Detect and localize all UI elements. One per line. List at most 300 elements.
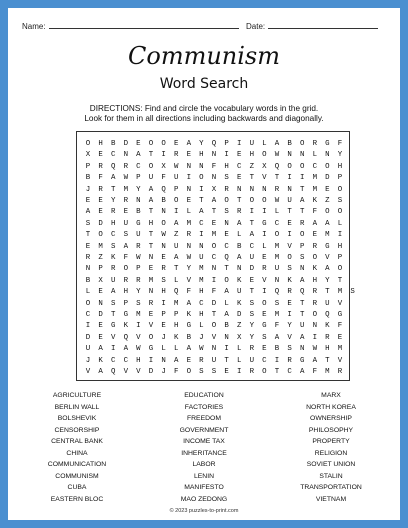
- grid-letter[interactable]: E: [98, 322, 103, 331]
- grid-letter[interactable]: V: [148, 322, 154, 331]
- grid-letter[interactable]: R: [249, 368, 255, 376]
- grid-letter[interactable]: T: [224, 356, 229, 365]
- grid-letter[interactable]: F: [161, 174, 166, 183]
- grid-letter[interactable]: R: [136, 242, 141, 251]
- grid-letter[interactable]: O: [161, 219, 166, 228]
- grid-letter[interactable]: B: [85, 174, 91, 183]
- grid-letter[interactable]: S: [211, 368, 217, 376]
- grid-letter[interactable]: A: [274, 140, 280, 148]
- grid-letter[interactable]: L: [274, 208, 280, 217]
- grid-letter[interactable]: N: [299, 345, 305, 354]
- grid-letter[interactable]: N: [161, 356, 166, 365]
- grid-letter[interactable]: H: [337, 242, 343, 251]
- grid-letter[interactable]: C: [199, 299, 204, 308]
- grid-letter[interactable]: I: [287, 174, 292, 183]
- grid-letter[interactable]: L: [199, 322, 204, 331]
- grid-letter[interactable]: R: [287, 288, 292, 297]
- grid-letter[interactable]: A: [148, 197, 154, 205]
- grid-letter[interactable]: V: [123, 368, 129, 376]
- grid-letter[interactable]: H: [98, 140, 103, 148]
- grid-letter[interactable]: L: [262, 242, 267, 251]
- grid-letter[interactable]: E: [325, 185, 330, 194]
- grid-letter[interactable]: G: [123, 311, 129, 319]
- grid-letter[interactable]: V: [136, 368, 141, 376]
- grid-letter[interactable]: I: [274, 356, 280, 365]
- grid-letter[interactable]: A: [236, 254, 242, 262]
- grid-letter[interactable]: A: [299, 197, 305, 205]
- grid-letter[interactable]: H: [199, 288, 204, 297]
- grid-letter[interactable]: R: [262, 265, 267, 274]
- grid-letter[interactable]: T: [148, 208, 154, 217]
- grid-letter[interactable]: C: [211, 254, 217, 262]
- grid-letter[interactable]: R: [173, 151, 179, 160]
- grid-letter[interactable]: Q: [211, 140, 217, 148]
- grid-letter[interactable]: V: [287, 242, 292, 251]
- grid-letter[interactable]: O: [287, 254, 292, 262]
- grid-letter[interactable]: R: [312, 288, 318, 297]
- grid-letter[interactable]: M: [325, 231, 330, 240]
- grid-letter[interactable]: W: [136, 345, 141, 354]
- grid-letter[interactable]: K: [312, 197, 318, 205]
- grid-letter[interactable]: C: [85, 311, 91, 319]
- grid-letter[interactable]: R: [98, 162, 103, 171]
- grid-letter[interactable]: P: [224, 140, 229, 148]
- grid-letter[interactable]: W: [136, 254, 141, 262]
- grid-letter[interactable]: O: [262, 197, 267, 205]
- grid-letter[interactable]: R: [136, 276, 141, 285]
- grid-letter[interactable]: E: [98, 333, 103, 342]
- grid-letter[interactable]: P: [98, 265, 103, 274]
- grid-letter[interactable]: H: [325, 345, 330, 354]
- grid-letter[interactable]: H: [312, 276, 318, 285]
- grid-letter[interactable]: O: [337, 208, 343, 217]
- grid-letter[interactable]: A: [136, 151, 141, 160]
- grid-letter[interactable]: M: [186, 219, 192, 228]
- grid-letter[interactable]: T: [299, 185, 305, 194]
- grid-letter[interactable]: O: [262, 151, 267, 160]
- grid-letter[interactable]: D: [85, 333, 91, 342]
- grid-letter[interactable]: C: [249, 242, 255, 251]
- grid-letter[interactable]: I: [287, 311, 292, 319]
- grid-letter[interactable]: R: [299, 219, 305, 228]
- grid-letter[interactable]: A: [186, 299, 192, 308]
- grid-letter[interactable]: N: [262, 185, 267, 194]
- grid-letter[interactable]: P: [85, 162, 91, 171]
- grid-letter[interactable]: U: [173, 174, 179, 183]
- grid-letter[interactable]: A: [299, 333, 305, 342]
- grid-letter[interactable]: G: [299, 356, 305, 365]
- grid-letter[interactable]: F: [274, 322, 280, 331]
- grid-letter[interactable]: A: [173, 356, 179, 365]
- grid-letter[interactable]: M: [148, 276, 154, 285]
- grid-letter[interactable]: T: [148, 242, 154, 251]
- grid-letter[interactable]: U: [299, 322, 305, 331]
- grid-letter[interactable]: O: [287, 162, 292, 171]
- grid-letter[interactable]: Y: [287, 322, 292, 331]
- grid-letter[interactable]: T: [249, 174, 255, 183]
- grid-letter[interactable]: E: [98, 197, 103, 205]
- grid-letter[interactable]: U: [199, 254, 204, 262]
- grid-letter[interactable]: Y: [136, 288, 141, 297]
- grid-letter[interactable]: S: [123, 231, 129, 240]
- grid-letter[interactable]: G: [110, 322, 116, 331]
- grid-letter[interactable]: O: [312, 254, 318, 262]
- grid-letter[interactable]: W: [123, 174, 129, 183]
- grid-letter[interactable]: U: [236, 288, 242, 297]
- grid-letter[interactable]: O: [186, 368, 192, 376]
- grid-letter[interactable]: S: [249, 311, 255, 319]
- grid-letter[interactable]: L: [312, 151, 318, 160]
- grid-letter[interactable]: K: [173, 333, 179, 342]
- grid-letter[interactable]: I: [337, 231, 343, 240]
- grid-letter[interactable]: N: [98, 299, 103, 308]
- grid-letter[interactable]: T: [199, 197, 204, 205]
- grid-letter[interactable]: W: [274, 197, 280, 205]
- grid-letter[interactable]: B: [136, 208, 141, 217]
- grid-letter[interactable]: N: [123, 151, 129, 160]
- grid-letter[interactable]: E: [173, 140, 179, 148]
- grid-letter[interactable]: R: [236, 208, 242, 217]
- grid-letter[interactable]: E: [136, 140, 141, 148]
- grid-letter[interactable]: L: [236, 345, 242, 354]
- grid-letter[interactable]: N: [211, 265, 217, 274]
- grid-letter[interactable]: R: [199, 356, 204, 365]
- grid-letter[interactable]: A: [98, 368, 103, 376]
- grid-letter[interactable]: S: [299, 254, 305, 262]
- grid-letter[interactable]: S: [287, 345, 292, 354]
- grid-letter[interactable]: K: [186, 311, 192, 319]
- grid-letter[interactable]: I: [85, 322, 91, 331]
- grid-letter[interactable]: G: [136, 219, 141, 228]
- grid-letter[interactable]: N: [211, 174, 217, 183]
- grid-letter[interactable]: I: [224, 345, 229, 354]
- grid-letter[interactable]: R: [186, 231, 192, 240]
- grid-letter[interactable]: R: [148, 299, 154, 308]
- grid-letter[interactable]: U: [287, 197, 292, 205]
- grid-letter[interactable]: W: [186, 254, 192, 262]
- grid-letter[interactable]: K: [325, 322, 330, 331]
- grid-letter[interactable]: H: [199, 151, 204, 160]
- grid-letter[interactable]: D: [236, 311, 242, 319]
- grid-letter[interactable]: S: [287, 265, 292, 274]
- grid-letter[interactable]: C: [224, 242, 229, 251]
- grid-letter[interactable]: R: [249, 345, 255, 354]
- grid-letter[interactable]: X: [236, 333, 242, 342]
- grid-letter[interactable]: Q: [161, 185, 166, 194]
- grid-letter[interactable]: R: [98, 185, 103, 194]
- grid-letter[interactable]: O: [337, 185, 343, 194]
- grid-letter[interactable]: P: [337, 174, 343, 183]
- grid-letter[interactable]: O: [85, 299, 91, 308]
- grid-letter[interactable]: Q: [110, 368, 116, 376]
- grid-letter[interactable]: E: [161, 322, 166, 331]
- grid-letter[interactable]: K: [312, 265, 318, 274]
- grid-letter[interactable]: B: [236, 242, 242, 251]
- grid-letter[interactable]: I: [211, 276, 217, 285]
- grid-letter[interactable]: I: [262, 288, 267, 297]
- grid-letter[interactable]: C: [274, 219, 280, 228]
- grid-letter[interactable]: T: [148, 231, 154, 240]
- grid-letter[interactable]: N: [199, 242, 204, 251]
- grid-letter[interactable]: U: [173, 242, 179, 251]
- grid-letter[interactable]: D: [123, 140, 129, 148]
- grid-letter[interactable]: G: [148, 345, 154, 354]
- grid-letter[interactable]: O: [312, 311, 318, 319]
- grid-letter[interactable]: U: [136, 231, 141, 240]
- grid-letter[interactable]: A: [325, 219, 330, 228]
- grid-letter[interactable]: X: [211, 185, 217, 194]
- grid-letter[interactable]: S: [110, 299, 116, 308]
- grid-letter[interactable]: O: [249, 197, 255, 205]
- grid-letter[interactable]: I: [161, 299, 166, 308]
- grid-letter[interactable]: I: [161, 151, 166, 160]
- grid-letter[interactable]: I: [136, 322, 141, 331]
- grid-letter[interactable]: A: [173, 219, 179, 228]
- grid-letter[interactable]: E: [123, 208, 129, 217]
- grid-letter[interactable]: P: [173, 311, 179, 319]
- grid-letter[interactable]: N: [236, 265, 242, 274]
- grid-letter[interactable]: N: [287, 185, 292, 194]
- grid-letter[interactable]: F: [211, 288, 217, 297]
- grid-letter[interactable]: R: [123, 197, 129, 205]
- grid-letter[interactable]: E: [262, 311, 267, 319]
- grid-letter[interactable]: T: [325, 288, 330, 297]
- grid-letter[interactable]: O: [98, 231, 103, 240]
- grid-letter[interactable]: S: [262, 333, 267, 342]
- grid-letter[interactable]: S: [350, 288, 355, 297]
- grid-letter[interactable]: M: [312, 174, 318, 183]
- grid-letter[interactable]: H: [224, 162, 229, 171]
- grid-letter[interactable]: O: [85, 140, 91, 148]
- grid-letter[interactable]: Y: [337, 151, 343, 160]
- grid-letter[interactable]: H: [173, 322, 179, 331]
- grid-letter[interactable]: E: [262, 254, 267, 262]
- grid-letter[interactable]: G: [262, 322, 267, 331]
- grid-letter[interactable]: C: [123, 356, 129, 365]
- grid-letter[interactable]: F: [312, 208, 318, 217]
- grid-letter[interactable]: T: [299, 311, 305, 319]
- grid-letter[interactable]: O: [299, 140, 305, 148]
- grid-letter[interactable]: Q: [224, 254, 229, 262]
- grid-letter[interactable]: M: [136, 311, 141, 319]
- grid-letter[interactable]: E: [186, 151, 192, 160]
- grid-letter[interactable]: W: [312, 345, 318, 354]
- grid-letter[interactable]: K: [98, 356, 103, 365]
- grid-letter[interactable]: F: [173, 368, 179, 376]
- grid-letter[interactable]: C: [110, 356, 116, 365]
- grid-letter[interactable]: N: [224, 219, 229, 228]
- grid-letter[interactable]: E: [224, 368, 229, 376]
- grid-letter[interactable]: V: [287, 333, 292, 342]
- grid-letter[interactable]: X: [161, 162, 166, 171]
- grid-letter[interactable]: N: [161, 242, 166, 251]
- grid-letter[interactable]: D: [98, 219, 103, 228]
- grid-letter[interactable]: G: [186, 322, 192, 331]
- grid-letter[interactable]: O: [161, 140, 166, 148]
- grid-letter[interactable]: E: [224, 231, 229, 240]
- grid-letter[interactable]: N: [224, 333, 229, 342]
- grid-letter[interactable]: N: [148, 288, 154, 297]
- grid-letter[interactable]: L: [337, 219, 343, 228]
- grid-letter[interactable]: C: [110, 151, 116, 160]
- grid-letter[interactable]: E: [236, 151, 242, 160]
- grid-letter[interactable]: E: [85, 242, 91, 251]
- grid-letter[interactable]: B: [161, 197, 166, 205]
- grid-letter[interactable]: M: [337, 288, 343, 297]
- grid-letter[interactable]: C: [136, 162, 141, 171]
- grid-letter[interactable]: J: [199, 333, 204, 342]
- grid-letter[interactable]: T: [249, 219, 255, 228]
- grid-letter[interactable]: O: [199, 174, 204, 183]
- grid-letter[interactable]: C: [312, 162, 318, 171]
- grid-letter[interactable]: R: [325, 333, 330, 342]
- grid-letter[interactable]: X: [262, 162, 267, 171]
- grid-letter[interactable]: E: [186, 197, 192, 205]
- grid-letter[interactable]: D: [211, 299, 217, 308]
- grid-letter[interactable]: F: [186, 288, 192, 297]
- grid-letter[interactable]: E: [312, 231, 318, 240]
- grid-letter[interactable]: P: [299, 242, 305, 251]
- grid-letter[interactable]: A: [325, 265, 330, 274]
- grid-letter[interactable]: X: [85, 151, 91, 160]
- grid-letter[interactable]: L: [85, 288, 91, 297]
- grid-letter[interactable]: Y: [325, 276, 330, 285]
- grid-letter[interactable]: S: [161, 276, 166, 285]
- grid-letter[interactable]: R: [123, 162, 129, 171]
- grid-letter[interactable]: M: [274, 242, 280, 251]
- grid-letter[interactable]: T: [236, 197, 242, 205]
- grid-letter[interactable]: P: [136, 265, 141, 274]
- date-field[interactable]: [246, 20, 378, 31]
- grid-letter[interactable]: N: [186, 242, 192, 251]
- grid-letter[interactable]: C: [110, 231, 116, 240]
- grid-letter[interactable]: A: [249, 231, 255, 240]
- grid-letter[interactable]: P: [123, 299, 129, 308]
- grid-letter[interactable]: Y: [199, 140, 204, 148]
- grid-letter[interactable]: D: [98, 311, 103, 319]
- grid-letter[interactable]: T: [85, 231, 91, 240]
- grid-letter[interactable]: N: [186, 185, 192, 194]
- grid-letter[interactable]: O: [299, 231, 305, 240]
- grid-letter[interactable]: P: [173, 185, 179, 194]
- grid-letter[interactable]: G: [325, 242, 330, 251]
- grid-letter[interactable]: F: [312, 368, 318, 376]
- grid-letter[interactable]: O: [123, 265, 129, 274]
- grid-letter[interactable]: Y: [249, 333, 255, 342]
- grid-letter[interactable]: R: [337, 368, 343, 376]
- grid-letter[interactable]: K: [236, 299, 242, 308]
- grid-letter[interactable]: O: [224, 276, 229, 285]
- grid-letter[interactable]: A: [173, 254, 179, 262]
- grid-letter[interactable]: O: [148, 140, 154, 148]
- grid-letter[interactable]: N: [85, 265, 91, 274]
- grid-letter[interactable]: N: [211, 151, 217, 160]
- grid-letter[interactable]: N: [199, 162, 204, 171]
- grid-letter[interactable]: D: [325, 174, 330, 183]
- grid-letter[interactable]: H: [249, 151, 255, 160]
- grid-letter[interactable]: O: [148, 162, 154, 171]
- grid-letter[interactable]: V: [85, 368, 91, 376]
- grid-letter[interactable]: T: [325, 356, 330, 365]
- grid-letter[interactable]: E: [98, 208, 103, 217]
- grid-letter[interactable]: I: [262, 208, 267, 217]
- grid-letter[interactable]: T: [274, 174, 280, 183]
- grid-letter[interactable]: H: [136, 356, 141, 365]
- grid-letter[interactable]: I: [236, 140, 242, 148]
- grid-letter[interactable]: N: [148, 254, 154, 262]
- grid-letter[interactable]: Q: [274, 288, 280, 297]
- grid-letter[interactable]: Y: [136, 185, 141, 194]
- grid-letter[interactable]: A: [211, 197, 217, 205]
- grid-letter[interactable]: F: [211, 162, 217, 171]
- grid-letter[interactable]: N: [299, 265, 305, 274]
- grid-letter[interactable]: E: [98, 288, 103, 297]
- grid-letter[interactable]: N: [236, 185, 242, 194]
- grid-letter[interactable]: A: [312, 356, 318, 365]
- name-field[interactable]: [22, 20, 239, 31]
- grid-letter[interactable]: O: [173, 197, 179, 205]
- grid-letter[interactable]: C: [199, 219, 204, 228]
- grid-letter[interactable]: G: [337, 311, 343, 319]
- grid-letter[interactable]: V: [262, 174, 267, 183]
- grid-letter[interactable]: L: [224, 299, 229, 308]
- grid-letter[interactable]: Y: [110, 197, 116, 205]
- grid-letter[interactable]: J: [85, 356, 91, 365]
- grid-letter[interactable]: V: [211, 333, 217, 342]
- grid-letter[interactable]: T: [110, 311, 116, 319]
- grid-letter[interactable]: T: [173, 265, 179, 274]
- grid-letter[interactable]: N: [325, 151, 330, 160]
- grid-letter[interactable]: A: [299, 368, 305, 376]
- grid-letter[interactable]: H: [337, 162, 343, 171]
- grid-letter[interactable]: N: [299, 151, 305, 160]
- grid-letter[interactable]: R: [123, 276, 129, 285]
- grid-letter[interactable]: E: [186, 356, 192, 365]
- grid-letter[interactable]: N: [249, 185, 255, 194]
- grid-letter[interactable]: L: [173, 276, 179, 285]
- grid-letter[interactable]: K: [123, 322, 129, 331]
- grid-letter[interactable]: W: [161, 231, 166, 240]
- grid-letter[interactable]: O: [262, 299, 267, 308]
- grid-letter[interactable]: V: [325, 254, 330, 262]
- grid-letter[interactable]: H: [123, 288, 129, 297]
- grid-letter[interactable]: T: [211, 311, 217, 319]
- grid-letter[interactable]: G: [325, 140, 330, 148]
- grid-letter[interactable]: E: [249, 276, 255, 285]
- grid-letter[interactable]: T: [249, 288, 255, 297]
- grid-letter[interactable]: U: [249, 140, 255, 148]
- grid-letter[interactable]: A: [224, 311, 229, 319]
- grid-letter[interactable]: N: [186, 162, 192, 171]
- grid-letter[interactable]: E: [337, 333, 343, 342]
- grid-letter[interactable]: B: [186, 333, 192, 342]
- grid-letter[interactable]: N: [211, 345, 217, 354]
- grid-letter[interactable]: N: [287, 151, 292, 160]
- grid-letter[interactable]: R: [161, 265, 166, 274]
- grid-letter[interactable]: A: [85, 208, 91, 217]
- grid-letter[interactable]: B: [274, 345, 280, 354]
- grid-letter[interactable]: S: [337, 197, 343, 205]
- grid-letter[interactable]: M: [337, 345, 343, 354]
- grid-letter[interactable]: P: [337, 254, 343, 262]
- grid-letter[interactable]: R: [312, 242, 318, 251]
- grid-letter[interactable]: B: [85, 276, 91, 285]
- grid-letter[interactable]: R: [110, 265, 116, 274]
- grid-letter[interactable]: T: [299, 208, 305, 217]
- grid-letter[interactable]: V: [186, 276, 192, 285]
- grid-letter[interactable]: V: [136, 333, 141, 342]
- grid-letter[interactable]: Q: [325, 311, 330, 319]
